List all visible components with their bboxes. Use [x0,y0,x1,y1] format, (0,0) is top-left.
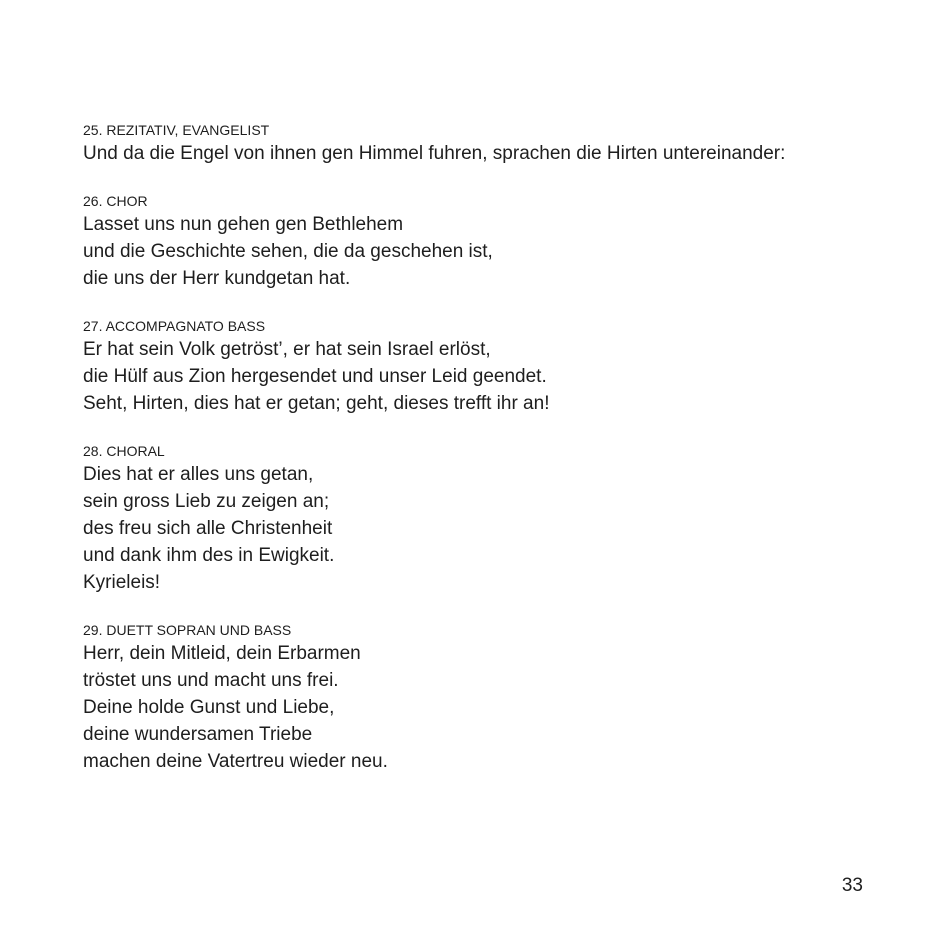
text-line: die Hülf aus Zion hergesendet und unser Leid geendet. [83,366,547,387]
section-28 [83,441,883,596]
section-25 [83,120,883,167]
section-heading: 28. CHORAL [83,443,165,459]
text-line: Lasset uns nun gehen gen Bethlehem [83,214,404,235]
text-line: und dank ihm des in Ewigkeit. [83,545,335,566]
text-line: Er hat sein Volk getröst’, er hat sein Israel erlöst, [83,339,491,360]
section-heading: 29. DUETT SOPRAN UND BASS [83,622,292,638]
text-line: deine wundersamen Triebe [83,724,313,745]
text-line: machen deine Vatertreu wieder neu. [83,751,388,772]
text-line: Seht, Hirten, dies hat er getan; geht, dieses trefft ihr an! [83,393,550,414]
text-line: die uns der Herr kundgetan hat. [83,268,351,289]
section-27 [83,316,883,417]
page-content [83,120,883,799]
text-line: sein gross Lieb zu zeigen an; [83,491,330,512]
text-line: Dies hat er alles uns getan, [83,464,314,485]
text-line: des freu sich alle Christenheit [83,518,333,539]
section-heading: 25. REZITATIV, EVANGELIST [83,122,270,138]
text-line: Kyrieleis! [83,572,161,593]
text-line: Herr, dein Mitleid, dein Erbarmen [83,643,361,664]
section-29 [83,620,883,775]
section-heading: 27. ACCOMPAGNATO BASS [83,318,266,334]
section-26 [83,191,883,292]
text-line: und die Geschichte sehen, die da geschehen ist, [83,241,493,262]
text-line: Deine holde Gunst und Liebe, [83,697,335,718]
text-line: Und da die Engel von ihnen gen Himmel fuhren, sprachen die Hirten untereinander: [83,143,786,164]
page-number: 33 [841,875,863,896]
text-line: tröstet uns und macht uns frei. [83,670,339,691]
section-heading: 26. CHOR [83,193,148,209]
